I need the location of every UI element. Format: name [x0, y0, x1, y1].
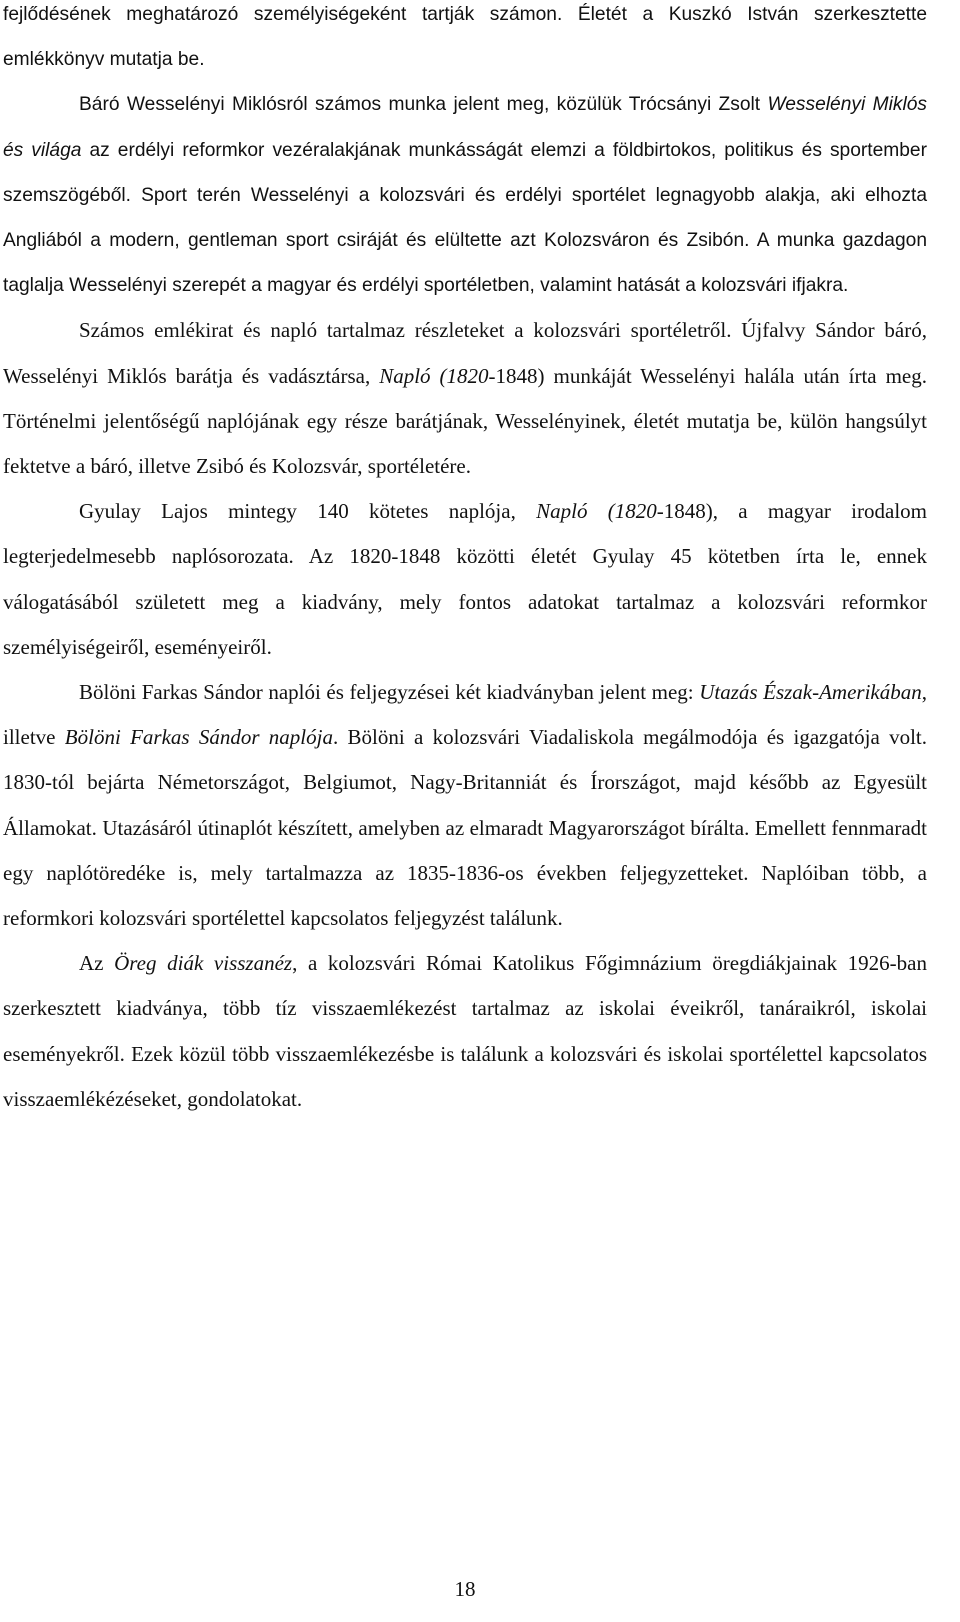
book-title: Wesselényi Miklós és világa: [3, 94, 927, 161]
paragraph-kuszko: [3, 0, 927, 82]
paragraph-boloni: [3, 670, 927, 941]
text-segment: , a kolozsvári Római Katolikus Főgimnázium öregdiákjainak 1926-ban szerkesztett kiadványa, több tíz visszaemlékezést tartalmaz az iskolai éveikről, tanáraikról, iskolai eseményekről. Ezek közül több visszaemlékezésbe is találunk a kolozsvári és iskolai sportélettel kapcsolatos visszaemlékézéseket, gondolatokat.: [3, 951, 927, 1111]
text-segment: Gyulay Lajos mintegy 140 kötetes naplója,: [79, 499, 537, 524]
text-segment: Számos emlékirat és napló tartalmaz részleteket a kolozsvári sportéletről. Újfalvy Sándor báró, Wesselényi Miklós barátja és vadásztársa,: [3, 318, 927, 388]
text-segment: Az: [79, 951, 115, 976]
book-title: Utazás Észak-Amerikában: [699, 680, 922, 705]
document-page: [3, 0, 927, 1122]
book-title: Napló (1820: [379, 363, 489, 388]
paragraph-ujfalvy: [3, 308, 927, 489]
text-segment: . Bölöni a kolozsvári Viadaliskola megálmodója és igazgatója volt. 1830-tól bejárta Németországot, Belgiumot, Nagy-Britanniát és Írországot, majd később az Egyesült Államokat. Utazásáról útinaplót készített, amelyben az elmaradt Magyarországot bírálta. Emellett fennmaradt egy naplótöredéke is, mely tartalmazza az 1835-1836-os években feljegyzetteket. Naplóiban több, a reformkori kolozsvári sportélettel kapcsolatos feljegyzést találunk.: [3, 725, 927, 931]
text-segment: Báró Wesselényi Miklósról számos munka jelent meg, közülük Trócsányi Zsolt: [79, 94, 768, 116]
text-segment: , illetve: [3, 680, 927, 750]
book-title: Napló (1820: [536, 499, 657, 524]
text-segment: -1848), a magyar irodalom legterjedelmesebb naplósorozata. Az 1820-1848 közötti életét Gyulay 45 kötetben írta le, ennek válogatásából született meg a kiadvány, mely fontos adatokat tartalmaz a kolozsvári reformkor személyiségeiről, eseményeiről.: [3, 499, 927, 659]
paragraph-oreg-diak: [3, 941, 927, 1122]
book-title: Bölöni Farkas Sándor naplója: [64, 725, 333, 750]
page-number: 18: [454, 1577, 476, 1601]
text-segment: Bölöni Farkas Sándor naplói és feljegyzései két kiadványban jelent meg:: [79, 680, 700, 705]
paragraph-gyulay: [3, 489, 927, 670]
book-title: Öreg diák visszanéz: [114, 951, 293, 976]
text-segment: -1848) munkáját Wesselényi halála után írta meg. Történelmi jelentőségű naplójának egy része barátjának, Wesselényinek, életét mutatja be, külön hangsúlyt fektetve a báró, illetve Zsibó és Kolozsvár, sportéletére.: [3, 363, 927, 479]
text-segment: az erdélyi reformkor vezéralakjának munkásságát elemzi a földbirtokos, politikus és sportember szemszögéből. Sport terén Wesselényi a kolozsvári és erdélyi sportélet legnagyobb alakja, aki elhozta Angliából a modern, gentleman sport csiráját és elültette azt Kolozsváron és Zsibón. A munka gazdagon taglalja Wesselényi szerepét a magyar és erdélyi sportéletben, valamint hatását a kolozsvári ifjakra.: [3, 139, 927, 297]
text-segment: fejlődésének meghatározó személyiségeként tartják számon. Életét a Kuszkó István szerkesztette emlékkönyv mutatja be.: [3, 4, 927, 71]
paragraph-wesselenyi: [3, 82, 927, 308]
